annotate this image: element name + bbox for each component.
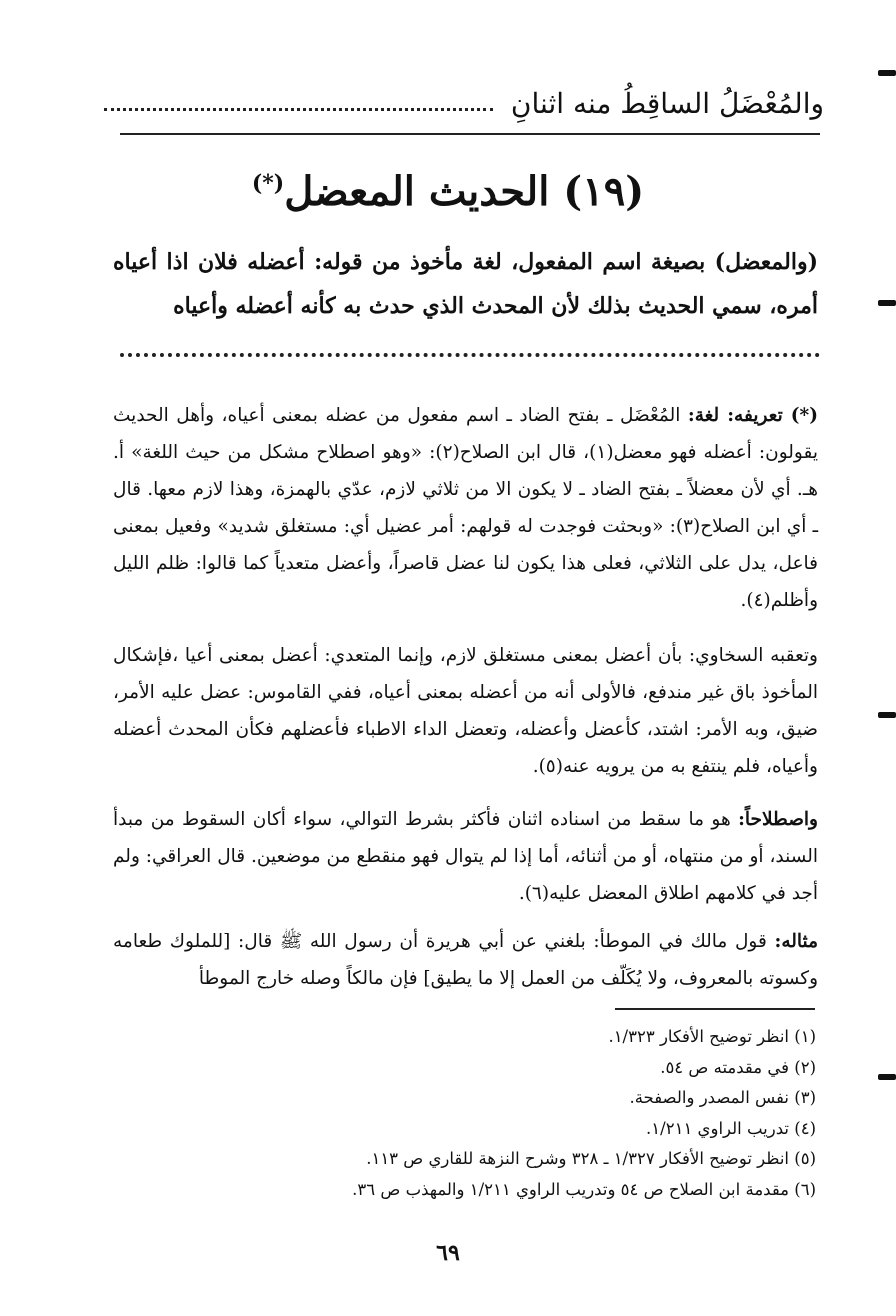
paragraph-istilahan: [113, 801, 818, 912]
header-rule: [120, 133, 820, 135]
paragraph-sakhawi: [113, 637, 818, 785]
paragraph-text: هو ما سقط من اسناده اثنان فأكثر بشرط التوالي، سواء أكان السقوط من مبدأ السند، أو من منتهاه، أو من أثنائه، أما إذا لم يتوال فهو منقطع من موضعين. قال العراقي: ولم أجد في كلامهم اطلاق المعضل عليه(٦).: [113, 808, 818, 904]
footnotes-list: [111, 1022, 816, 1205]
footnote-item: (٦) مقدمة ابن الصلاح ص ٥٤ وتدريب الراوي ١/٢١١ والمهذب ص ٣٦.: [352, 1179, 816, 1199]
footnote-item: (٤) تدريب الراوي ١/٢١١.: [646, 1118, 816, 1138]
paragraph-text: المُعْضَل ـ بفتح الضاد ـ اسم مفعول من عضله بمعنى أعياه، وأهل الحديث يقولون: أعضله فهو معضل(١)، قال ابن الصلاح(٢): «وهو اصطلاح مشكل من حيث اللغة» أ. هـ. أي لأن معضلاً ـ بفتح الضاد ـ لا يكون الا من ثلاثي لازم، عدّي بالهمزة، وهذا لازم معها. قال ـ أي ابن الصلاح(٣): «وبحثت فوجدت له قولهم: أمر عضيل أي: مستغلق شديد» وفعيل بمعنى فاعل، يدل على الثلاثي، فعلى هذا يكون لنا عضل قاصراً، وأعضل متعدياً كما قالوا: ظلم الليل وأظلم(٤).: [113, 404, 818, 611]
verse-dotted-filler: [104, 108, 493, 111]
paragraph-lead: واصطلاحاً:: [738, 808, 818, 830]
footnote-separator: [615, 1008, 815, 1010]
scan-margin-mark: [878, 70, 896, 76]
section-title: [0, 168, 896, 215]
footnote-item: (٢) في مقدمته ص ٥٤.: [660, 1057, 816, 1077]
scan-margin-mark: [878, 1074, 896, 1080]
footnote-item: (١) انظر توضيح الأفكار ١/٣٢٣.: [608, 1027, 816, 1046]
page-number: ٦٩: [436, 1240, 460, 1266]
scan-margin-mark: [878, 712, 896, 718]
paragraph-lead: مثاله:: [774, 930, 818, 952]
verse-hemistich-right: والمُعْضَلُ الساقِطُ منه اثنانِ: [510, 86, 824, 120]
paragraph-lead: (*) تعريفه: لغة:: [687, 404, 818, 426]
footnote-item: (٥) انظر توضيح الأفكار ١/٣٢٧ ـ ٣٢٨ وشرح النزهة للقاري ص ١١٣.: [366, 1149, 816, 1168]
scan-margin-mark: [878, 300, 896, 306]
paragraph-definition-lughatan: [113, 397, 818, 619]
section-title-text: (١٩) الحديث المعضل: [284, 168, 645, 215]
title-note-marker: (*): [251, 170, 285, 197]
paragraph-example: [113, 923, 818, 997]
paragraph-text: قول مالك في الموطأ: بلغني عن أبي هريرة أن رسول الله ﷺ قال: [للملوك طعامه وكسوته بالمعروف، ولا يُكَلّف من العمل إلا ما يطيق] فإن مالكاً وصله خارج الموطأ: [113, 930, 818, 989]
header-verse: [104, 78, 824, 128]
intro-text: (والمعضل) بصيغة اسم المفعول، لغة مأخوذ من قوله: أعضله فلان اذا أعياه أمره، سمي الحديث بذلك لأن المحدث الذي حدث به كأنه أعضله وأعياه: [113, 249, 818, 319]
intro-dotted-rule: [120, 353, 820, 357]
footnote-item: (٣) نفس المصدر والصفحة.: [629, 1088, 816, 1107]
paragraph-text: وتعقبه السخاوي: بأن أعضل بمعنى مستغلق لازم، وإنما المتعدي: أعضل بمعنى أعيا ،فإشكال المأخوذ باق غير مندفع، فالأولى أنه من أعضله بمعنى أعياه، ففي القاموس: عضل عليه الأمر، ضيق، وبه الأمر: اشتد، كأعضل وأعضله، وتعضل الداء الاطباء فأعضلهم فكأن المحدث أعضله وأعياه، فلم ينتفع به من يرويه عنه(٥).: [113, 644, 818, 777]
